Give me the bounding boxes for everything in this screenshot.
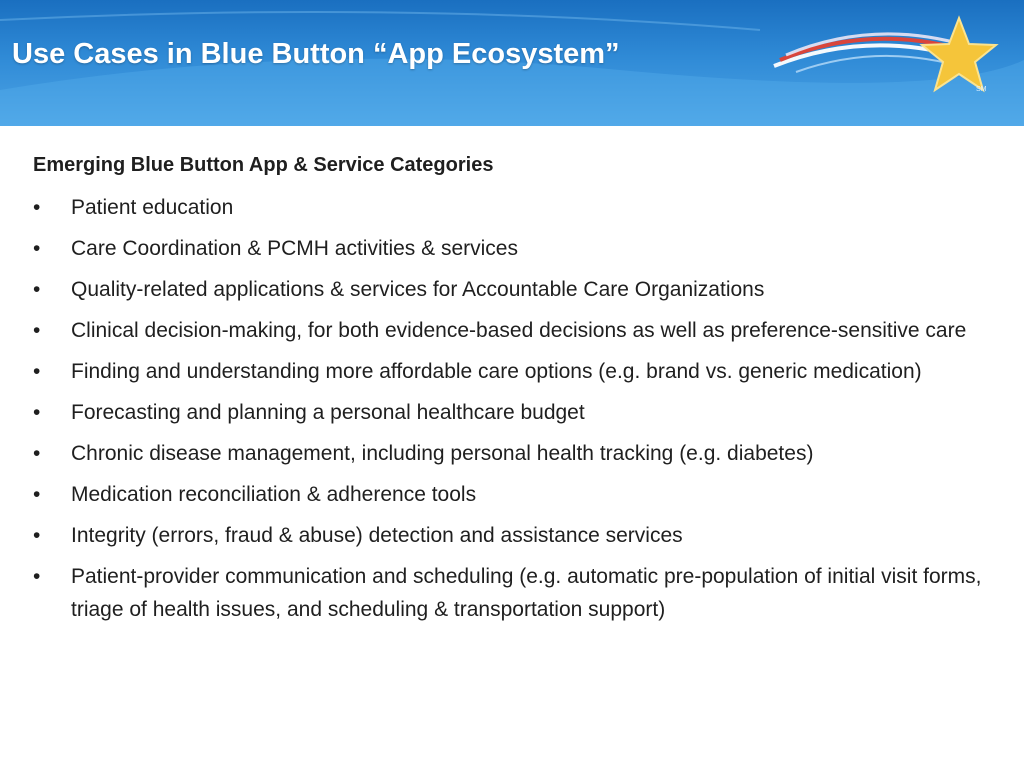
list-item bbox=[33, 396, 1003, 429]
list-item bbox=[33, 273, 1003, 306]
list-item-text: Forecasting and planning a personal healthcare budget bbox=[71, 401, 585, 424]
bullet-icon: • bbox=[33, 401, 41, 424]
list-item bbox=[33, 519, 1003, 552]
list-item-text: Care Coordination & PCMH activities & services bbox=[71, 237, 518, 260]
list-item bbox=[33, 314, 1003, 347]
list-item-text: Quality-related applications & services for Accountable Care Organizations bbox=[71, 278, 765, 301]
list-item bbox=[33, 560, 1003, 626]
bullet-icon: • bbox=[33, 360, 41, 383]
bullet-icon: • bbox=[33, 565, 41, 588]
list-item bbox=[33, 355, 1003, 388]
list-item-text: Medication reconciliation & adherence tools bbox=[71, 483, 477, 506]
blue-button-star-logo bbox=[760, 0, 1024, 126]
list-item bbox=[33, 478, 1003, 511]
bullet-icon: • bbox=[33, 237, 41, 260]
list-item-text: Finding and understanding more affordable care options (e.g. brand vs. generic medication) bbox=[71, 360, 922, 383]
list-item-text: Integrity (errors, fraud & abuse) detection and assistance services bbox=[71, 524, 683, 547]
list-item bbox=[33, 191, 1003, 224]
star-icon bbox=[922, 18, 996, 90]
list-item bbox=[33, 232, 1003, 265]
bullet-icon: • bbox=[33, 442, 41, 465]
service-mark: SM bbox=[976, 86, 987, 93]
bullet-icon: • bbox=[33, 196, 41, 219]
list-item-text: Patient-provider communication and scheduling (e.g. automatic pre-population of initial visit forms, triage of health issues, and scheduling & transportation support) bbox=[71, 565, 982, 621]
bullet-icon: • bbox=[33, 524, 41, 547]
bullet-icon: • bbox=[33, 278, 41, 301]
bullet-icon: • bbox=[33, 483, 41, 506]
list-item-text: Clinical decision-making, for both evidence-based decisions as well as preference-sensitive care bbox=[71, 319, 967, 342]
list-item-text: Chronic disease management, including personal health tracking (e.g. diabetes) bbox=[71, 442, 814, 465]
list-item-text: Patient education bbox=[71, 196, 234, 219]
section-heading: Emerging Blue Button App & Service Categories bbox=[33, 154, 494, 176]
slide-header bbox=[0, 0, 1024, 126]
list-item bbox=[33, 437, 1003, 470]
slide-title: Use Cases in Blue Button “App Ecosystem” bbox=[12, 38, 620, 70]
category-list bbox=[33, 191, 1003, 626]
bullet-icon: • bbox=[33, 319, 41, 342]
slide-body bbox=[33, 152, 1003, 634]
